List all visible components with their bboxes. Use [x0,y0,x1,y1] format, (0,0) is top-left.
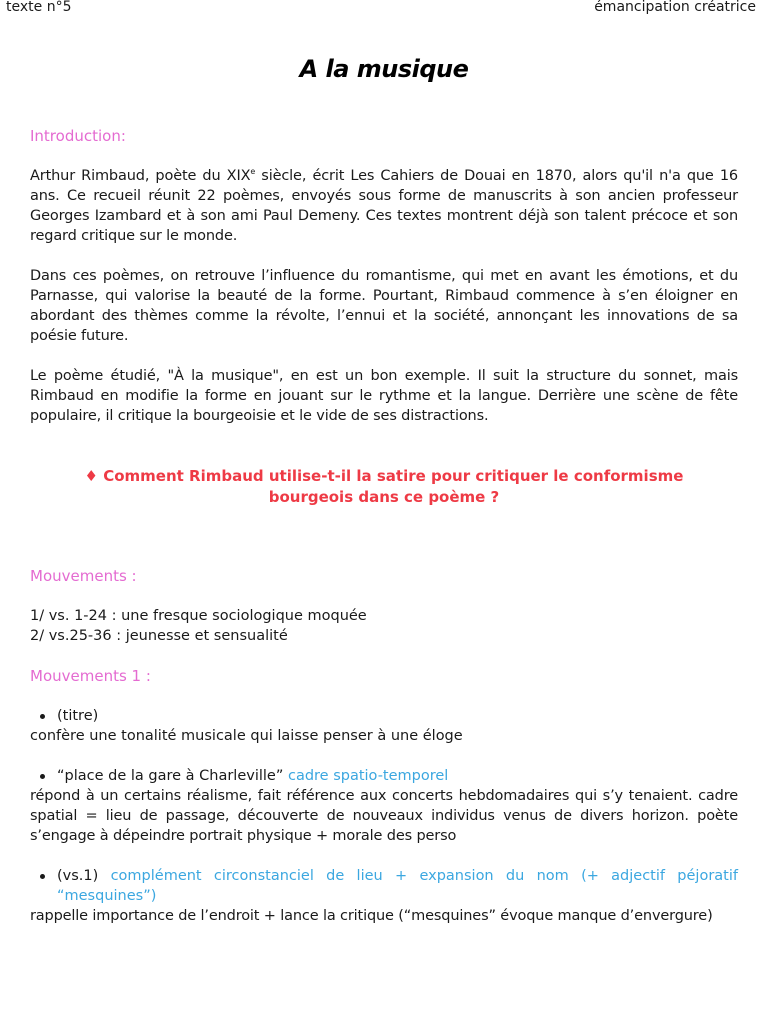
intro-p1-start: Arthur Rimbaud, poète du XIX [30,168,251,184]
document-body [30,126,738,926]
bullet-item-2 [30,766,738,786]
mouvement-item-1: 1/ vs. 1-24 : une fresque sociologique moquée [30,608,367,624]
bullet-dot-icon [40,714,45,719]
header-left: texte n°5 [6,0,72,15]
bullet-3-comment: rappelle importance de l’endroit + lance la critique (“mesquines” évoque manque d’envergure) [30,908,713,924]
page-title: A la musique [299,55,469,83]
problematic-question: ♦ Comment Rimbaud utilise-t-il la satire pour critiquer le conformisme bourgeois dans ce poème ? [84,467,684,506]
bullet-2-comment: répond à un certains réalisme, fait référence aux concerts hebdomadaires qui s’y tenaient. cadre spatial = lieu de passage, découverte de nouveaux individus venus de divers horizon. poète s’engage à dépeindre portrait physique + morale des perso [30,788,738,844]
bullet-dot-icon [40,874,45,879]
bullet-1-text: (titre) [57,708,99,724]
bullet-3-highlight: complément circonstanciel de lieu + expansion du nom (+ adjectif péjoratif “mesquines”) [57,868,738,904]
mouvement-item-2: 2/ vs.25-36 : jeunesse et sensualité [30,628,288,644]
bullet-3-text: (vs.1) [57,868,111,884]
intro-p1-rest: siècle, écrit Les Cahiers de Douai en 1870, alors qu'il n'a que 16 ans. Ce recueil réunit 22 poèmes, envoyés sous forme de manuscrits à son ancien professeur Georges Izambard et à son ami Paul Demeny. Ces textes montrent déjà son talent précoce et son regard critique sur le monde. [30,168,739,244]
intro-paragraph-2: Dans ces poèmes, on retrouve l’influence du romantisme, qui met en avant les émotions, et du Parnasse, qui valorise la beauté de la forme. Pourtant, Rimbaud commence à s’en éloigner en abordant des thèmes comme la révolte, l’ennui et la société, annonçant les innovations de sa poésie future. [30,268,738,344]
bullet-item-1 [30,706,738,726]
mouvements-heading: Mouvements : [30,567,137,585]
mouvement1-heading: Mouvements 1 : [30,667,151,685]
header-right: émancipation créatrice [594,0,756,15]
bullet-1-comment: confère une tonalité musicale qui laisse penser à une éloge [30,728,463,744]
bullet-item-3 [30,866,738,906]
bullet-2-highlight: cadre spatio-temporel [287,768,449,784]
intro-heading: Introduction: [30,127,126,145]
intro-paragraph-3: Le poème étudié, "À la musique", en est un bon exemple. Il suit la structure du sonnet, mais Rimbaud en modifie la forme en jouant sur le rythme et la langue. Derrière une scène de fête populaire, il critique la bourgeoisie et le vide de ses distractions. [30,368,738,424]
intro-p1-superscript: e [250,167,256,177]
bullet-dot-icon [40,774,45,779]
intro-paragraph-1 [30,166,738,246]
bullet-2-text: “place de la gare à Charleville” [57,768,288,784]
